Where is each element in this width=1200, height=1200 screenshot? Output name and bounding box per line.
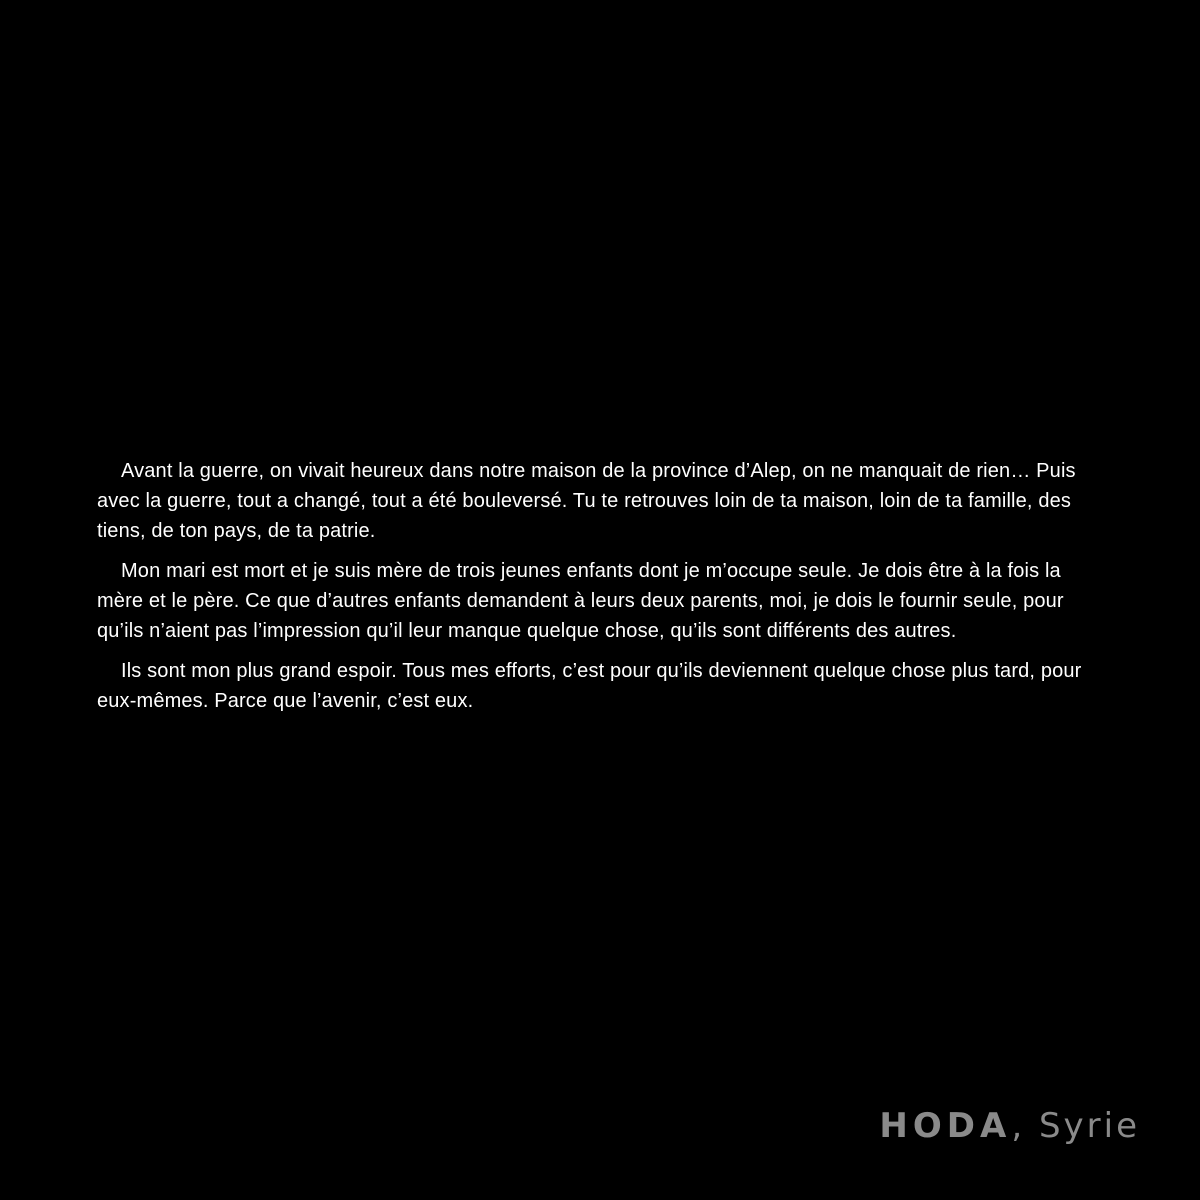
testimony-paragraph-2: Mon mari est mort et je suis mère de trois jeunes enfants dont je m’occupe seule. Je dois être à la fois la mère et le père. Ce que d’autres enfants demandent à leurs deux parents, moi, je dois le fournir seule, pour qu’ils n’aient pas l’impression qu’il leur manque quelque chose, qu’ils sont différents des autres. [97, 560, 1064, 642]
testimony-text [97, 456, 1087, 726]
signature [879, 1104, 1140, 1148]
signature-name: HODA [879, 1106, 1012, 1146]
testimony-paragraph-3: Ils sont mon plus grand espoir. Tous mes efforts, c’est pour qu’ils deviennent quelque chose plus tard, pour eux-mêmes. Parce que l’avenir, c’est eux. [97, 660, 1082, 712]
testimony-paragraph-1: Avant la guerre, on vivait heureux dans notre maison de la province d’Alep, on ne manquait de rien… Puis avec la guerre, tout a changé, tout a été bouleversé. Tu te retrouves loin de ta maison, loin de ta famille, des tiens, de ton pays, de ta patrie. [97, 460, 1076, 542]
signature-country: Syrie [1038, 1106, 1140, 1146]
signature-separator: , [1011, 1106, 1026, 1146]
